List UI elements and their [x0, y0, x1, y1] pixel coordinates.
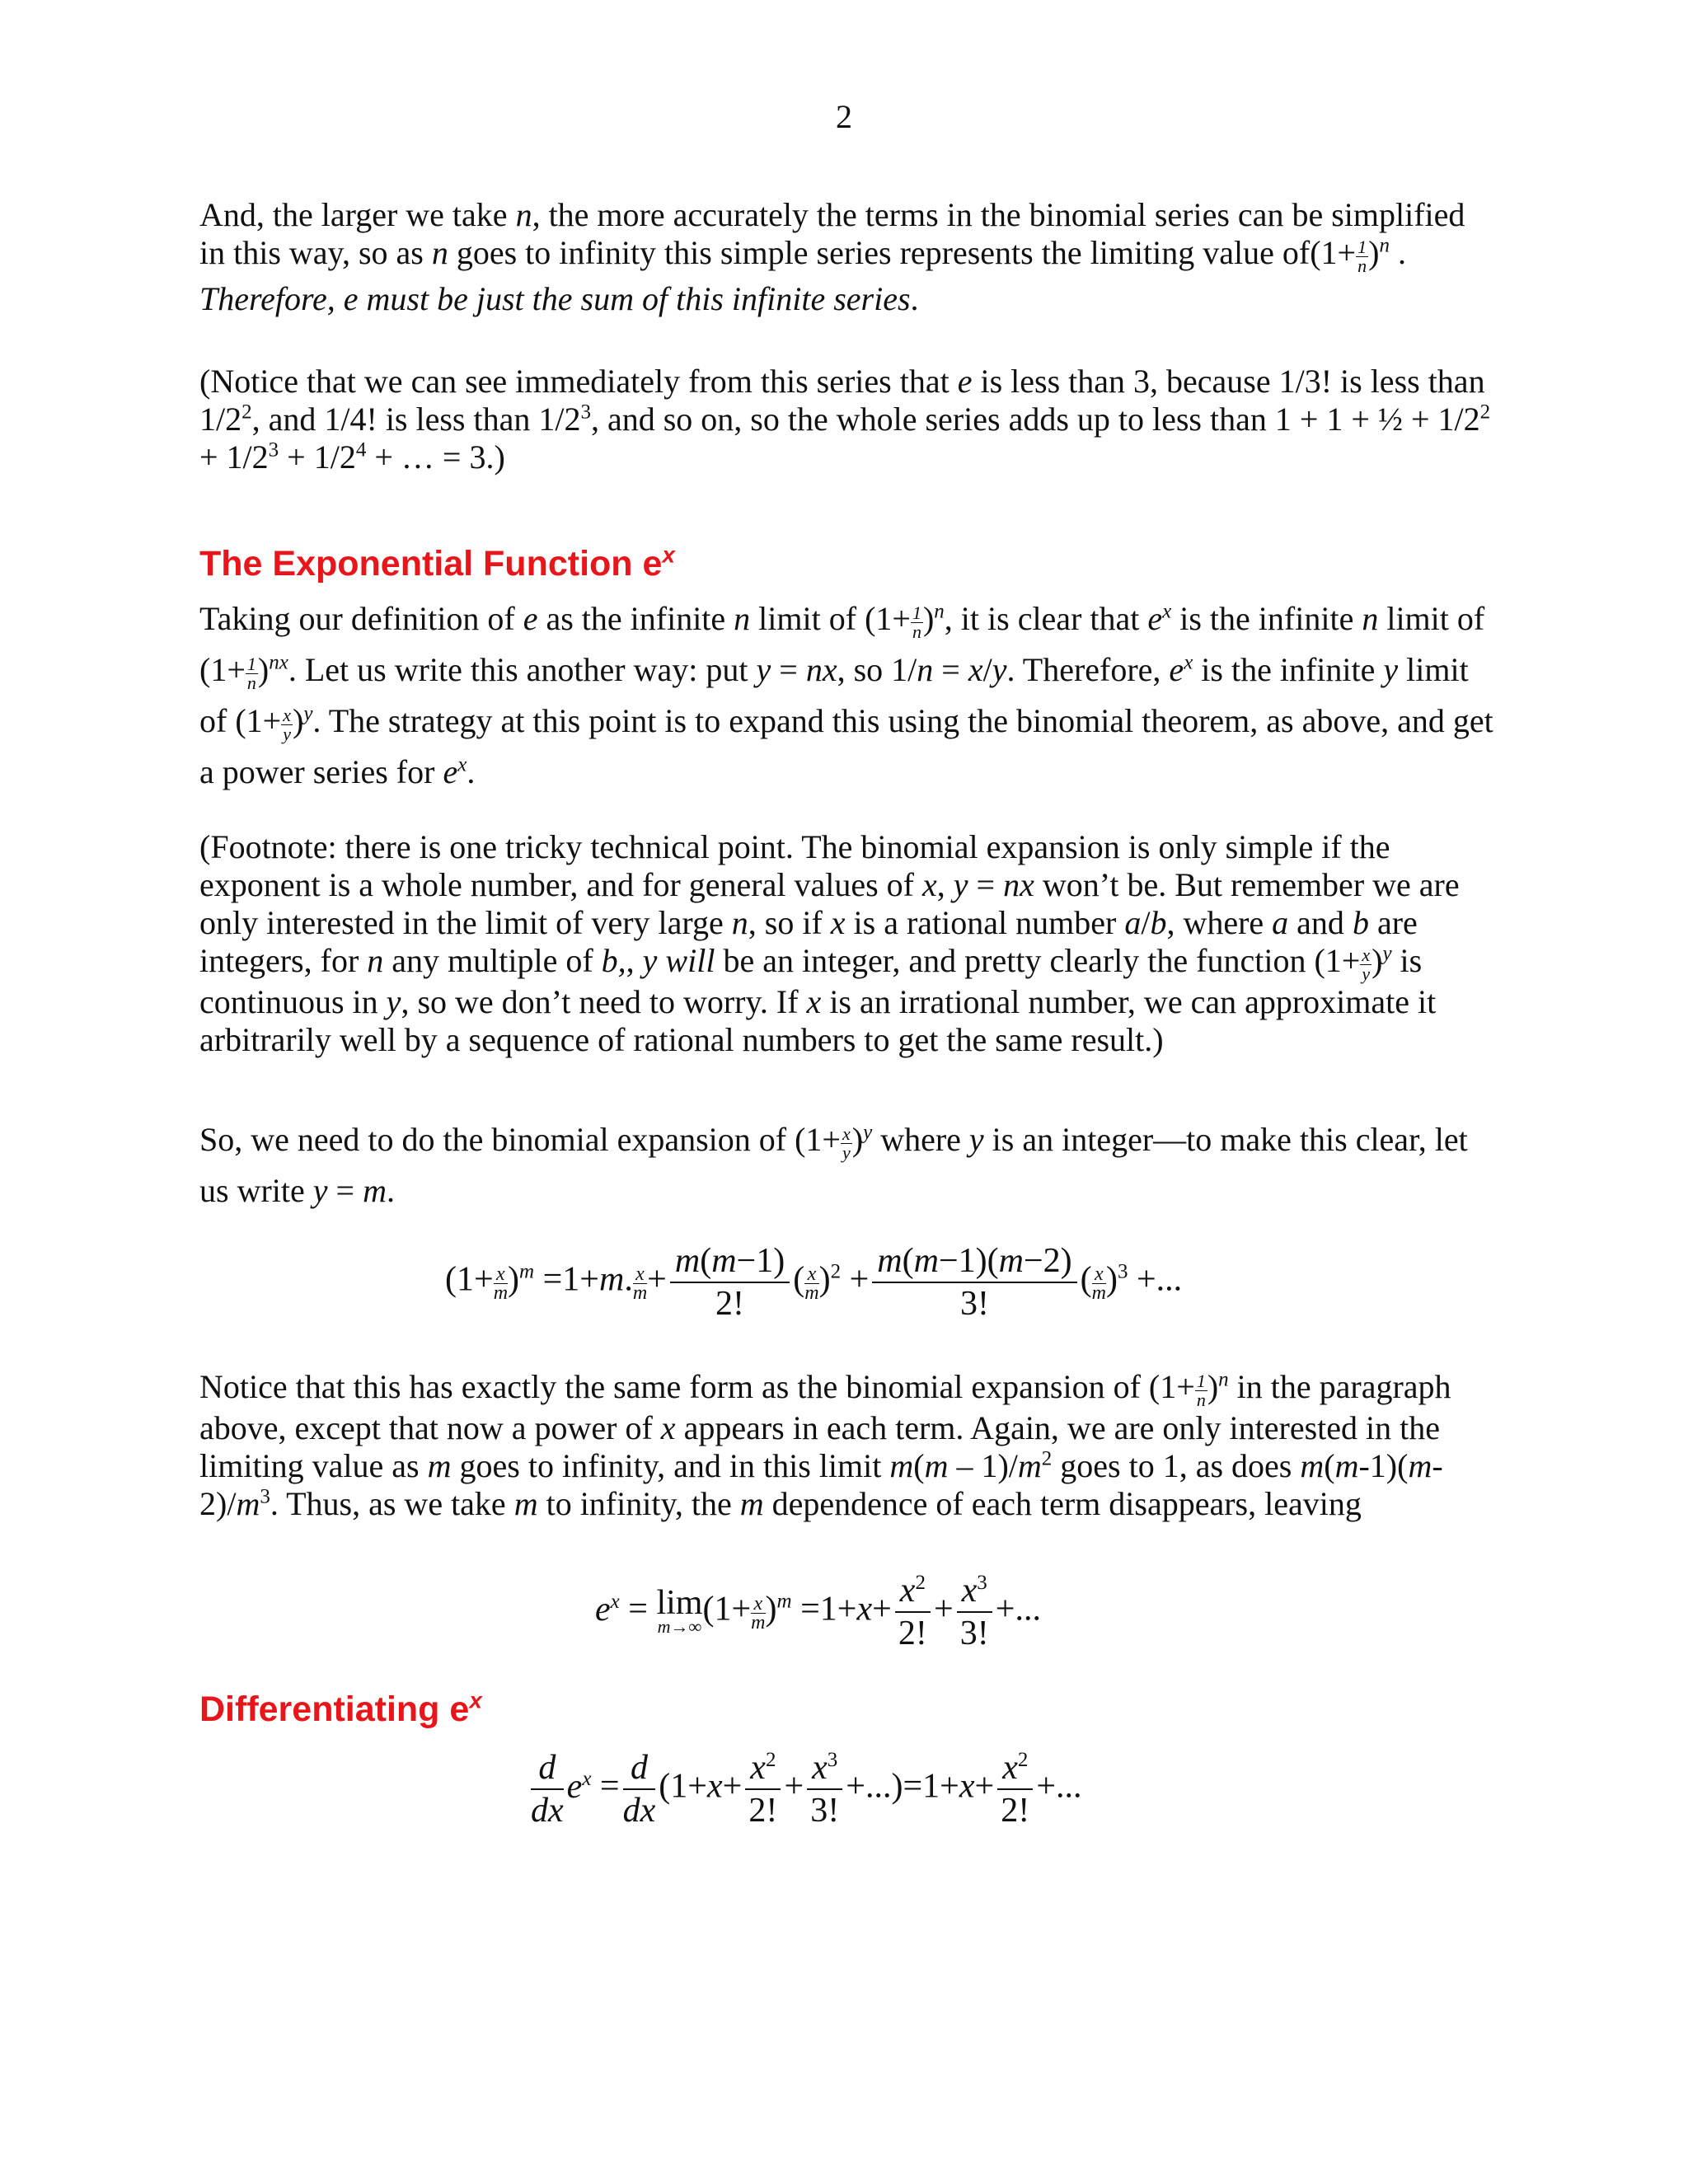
section-heading-differentiating: Differentiating $e^x$ [199, 1687, 482, 1729]
paragraph-definition-ex: Taking our definition of e as the infinite n limit of (1+ $\frac{1}{n}$ )$^n$, it is clear that $e^x$ is the infinite n limit of (1+ $\frac{1}{n}$ )$^{nx}$. Let us write this another way: put y = nx, so 1/n = x/y. Therefore, $e^x$ is the infinite y limit of (1+ $\frac{x}{y}$ )$^y$. The strategy at this point is to expand this using the binomial theorem, as above, and get a power series for $e^x$. [199, 600, 1493, 790]
paragraph-binomial-limit: And, the larger we take n, the more accurately the terms in the binomial series can be simplified in this way, so as n goes to infinity this simple series represents the limiting value of(1+ $\frac{1}{n}$ )$^n$ . Therefore, e must be just the sum of this infinite series. [199, 196, 1465, 317]
paragraph-binomial-setup: So, we need to do the binomial expansion of (1+ $\frac{x}{y}$ )$^y$ where y is an integer—to make this clear, let us write y = m. [199, 1121, 1468, 1209]
equation-binomial-expansion: (1+ $\frac{x}{m}$ )$^m$ =1+m. $\frac{x}{m}$ + $\frac{m(m-1)}{2!}$ ( $\frac{x}{m}$ )$^2$ + $\frac{m(m-1)(m-2)}{3!}$ ( $\frac{x}{m}$ )$^3$ +... [445, 1242, 1183, 1323]
equation-ex-power-series: $e^x = \lim$ m→∞ (1+ $\frac{x}{m}$ )$^m$ =1+x+ $\frac{x^2}{2!}$ + $\frac{x^3}{3!}$ +... [595, 1572, 1041, 1652]
paragraph-limit-discussion: Notice that this has exactly the same form as the binomial expansion of (1+ $\frac{1}{n}$ )$^n$ in the paragraph above, except that now a power of x appears in each term. Again, we are only interested in the limiting value as m goes to infinity, and in this limit $m(m - 1)/m^2$ goes to 1, as does $m(m-1)(m-2)/m^3$. Thus, as we take m to infinity, the m dependence of each term disappears, leaving [199, 1368, 1451, 1522]
equation-derivative-ex: $\frac{d}{dx}$ $e^x$ = $\frac{d}{dx}$ (1+x+ $\frac{x^2}{2!}$ + $\frac{x^3}{3!}$ +...)=1+x+ $\frac{x^2}{2!}$ +... [531, 1749, 1082, 1830]
page-number: 2 [836, 98, 852, 135]
conclusion-text: Therefore, e must be just the sum of this infinite series [199, 279, 911, 317]
paragraph-footnote: (Footnote: there is one tricky technical point. The binomial expansion is only simple if the exponent is a whole number, and for general values of x, y = nx won’t be. But remember we are only interested in the limit of very large n, so if x is a rational number a/b, where a and b are integers, for n any multiple of b,, y will be an integer, and pretty clearly the function (1+ $\frac{x}{y}$ )$^y$ is continuous in y, so we don’t need to worry. If x is an irrational number, we can approximate it arbitrarily well by a sequence of rational numbers to get the same result.) [199, 828, 1460, 1058]
section-heading-exponential-function: The Exponential Function $e^x$ [199, 541, 675, 583]
paragraph-e-less-than-3: (Notice that we can see immediately from this series that e is less than 3, because 1/3! is less than $1/2^2$, and 1/4! is less than $1/2^3$, and so on, so the whole series adds up to less than 1 + 1 + ½ + $1/2^2 + 1/2^3 + 1/2^4$ + … = 3.) [199, 363, 1491, 476]
